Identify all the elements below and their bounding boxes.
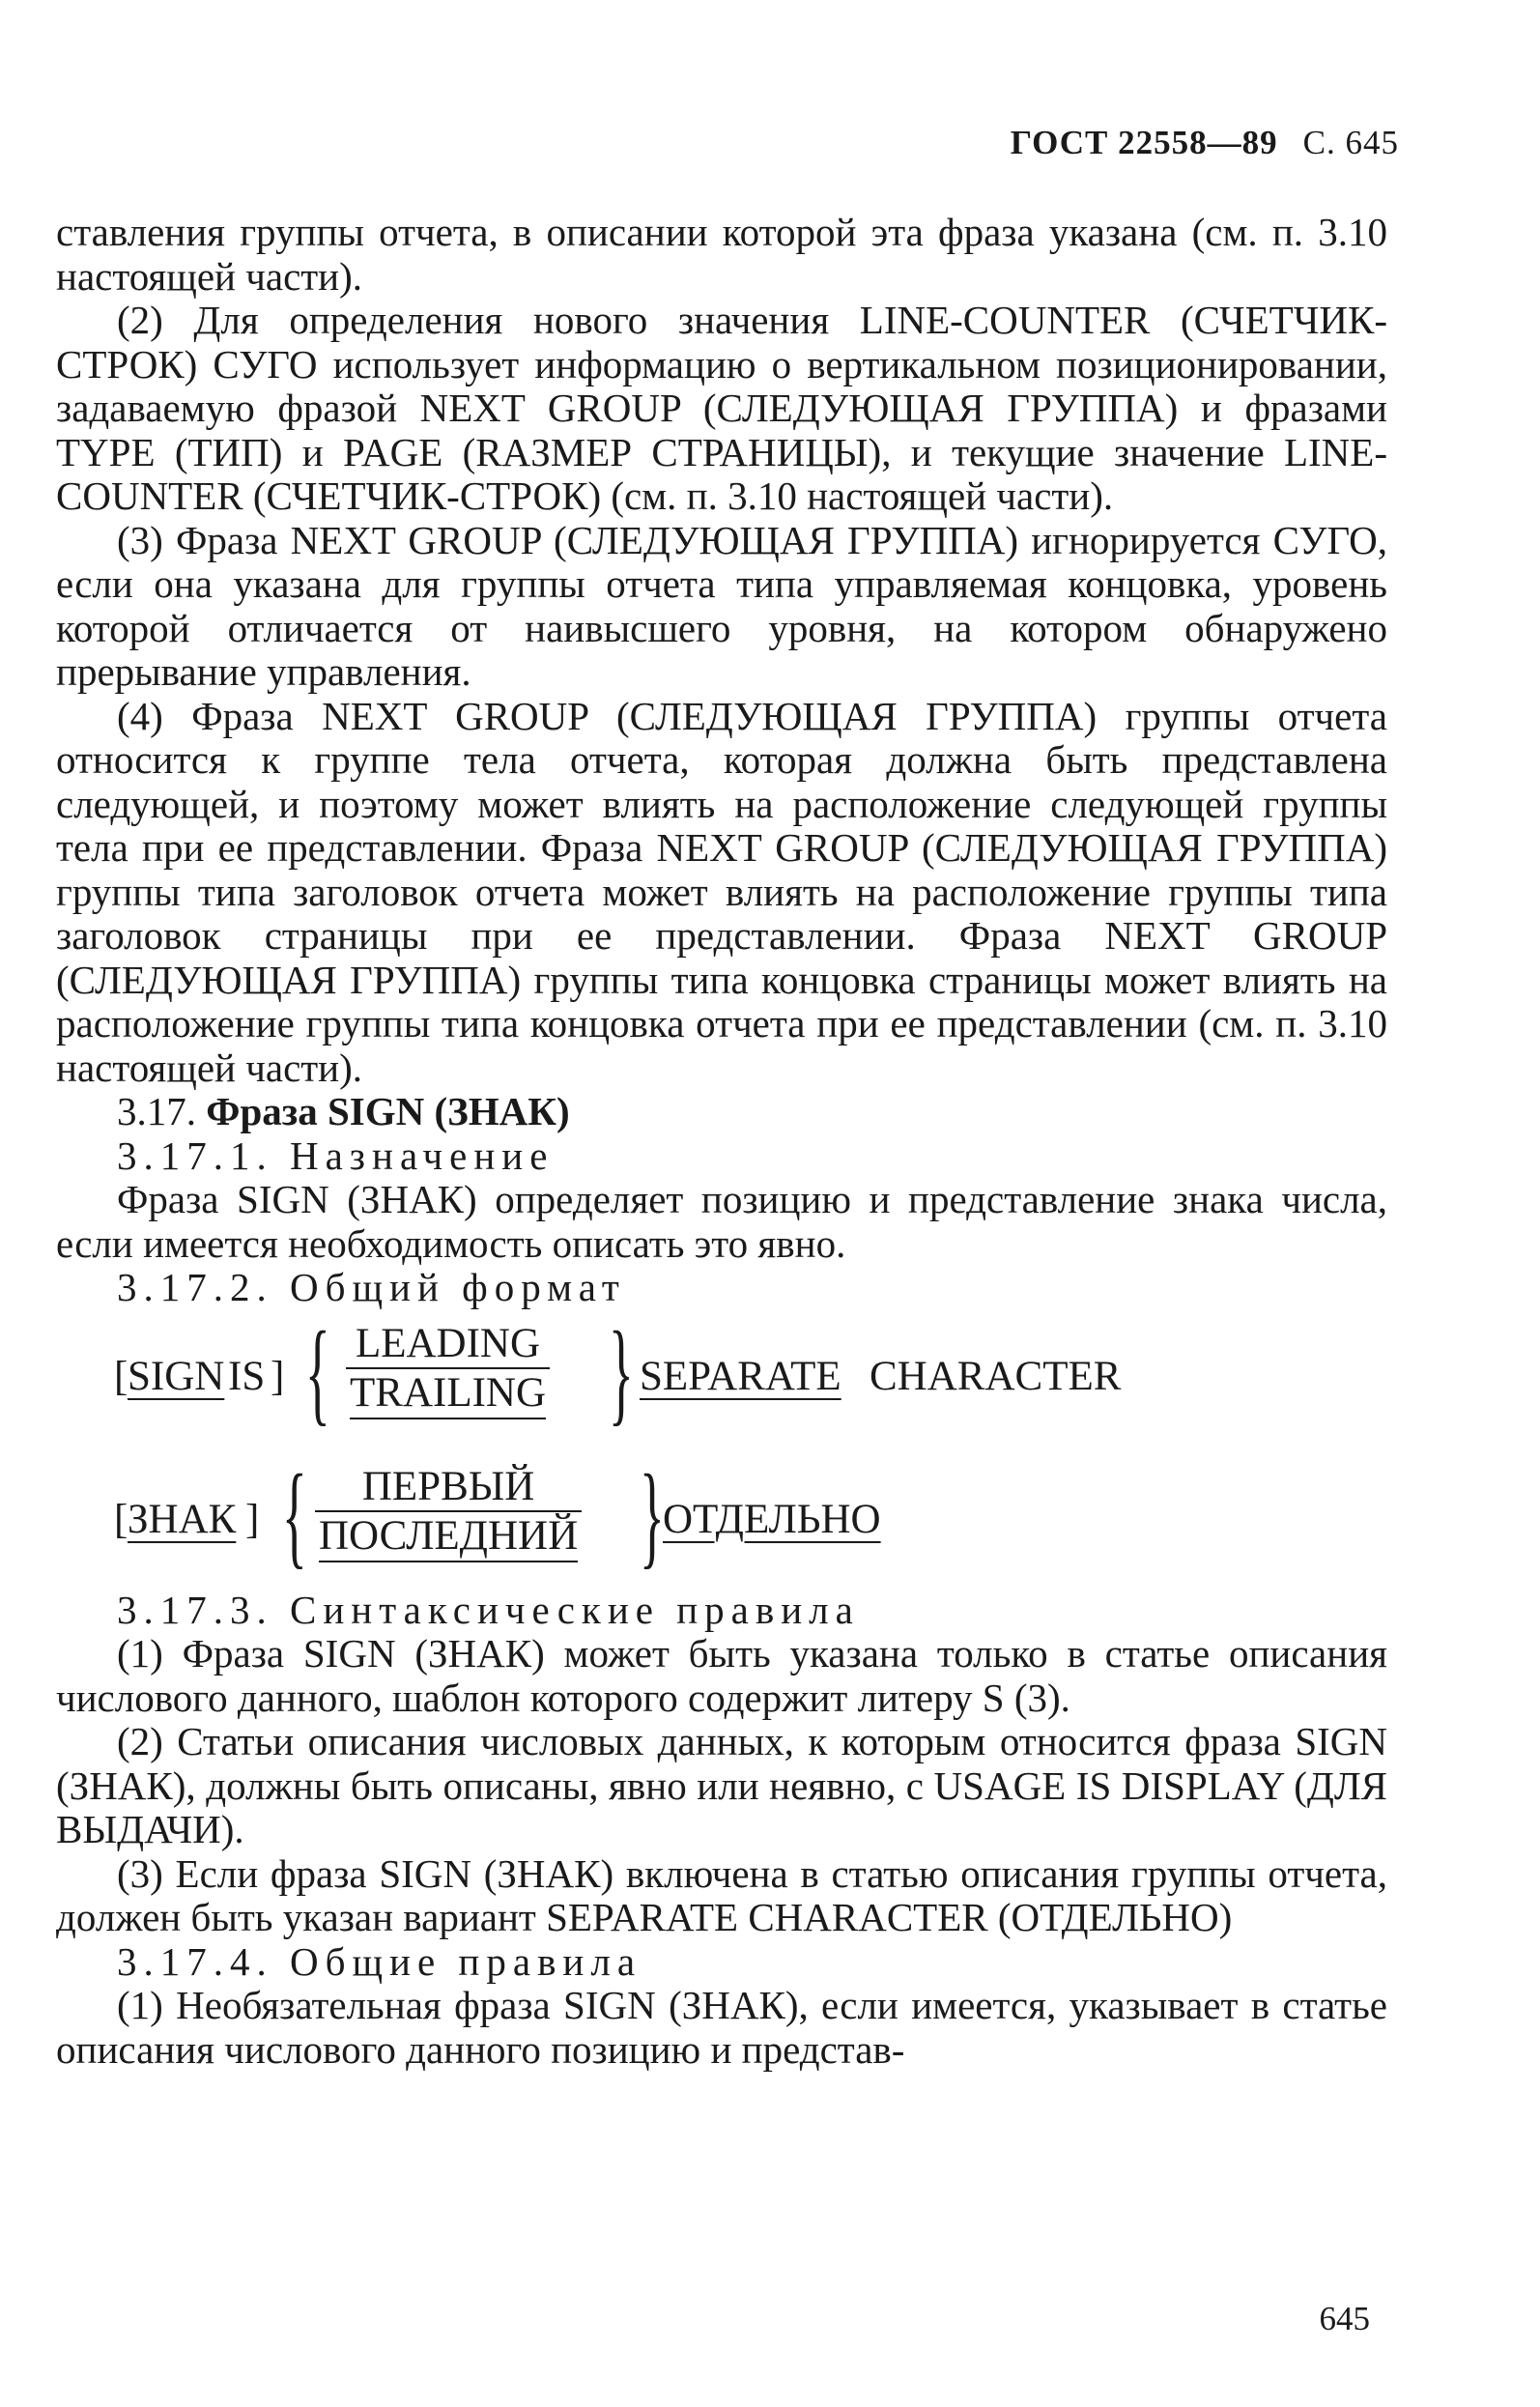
keyword-otdelno: ОТДЕЛЬНО: [663, 1496, 881, 1542]
paragraph-general-1: (1) Необязательная фраза SIGN (ЗНАК), если имеется, указывает в статье описания числового данного позицию и представ-: [56, 1983, 1387, 2072]
subsection-heading-3-17-3: 3.17.3. Синтаксические правила: [117, 1587, 860, 1632]
right-brace-icon: }: [608, 1306, 634, 1436]
general-format-en: [56, 1306, 1387, 1436]
section-title: Фраза SIGN (ЗНАК): [206, 1089, 570, 1133]
standard-designation: ГОСТ 22558—89: [1010, 124, 1278, 161]
left-brace-ru-icon: {: [281, 1449, 307, 1579]
paragraph-purpose: Фраза SIGN (ЗНАК) определяет позицию и представление знака числа, если имеется необходимость описать это явно.: [56, 1177, 1387, 1266]
keyword-is: IS: [228, 1353, 266, 1399]
bracket-open-ru: [: [114, 1496, 128, 1542]
paragraph-rule-3: (3) Фраза NEXT GROUP (СЛЕДУЮЩАЯ ГРУППА) игнорируется СУГО, если она указана для группы отчета типа управляемая концовка, уровень которой отличается от наивысшего уровня, на котором обнаружено прерывание управления.: [56, 517, 1387, 694]
bracket-open: [: [114, 1353, 128, 1399]
option-stack-ru: [315, 1465, 582, 1559]
page-reference: С. 645: [1302, 124, 1399, 161]
document-body: [56, 211, 1387, 2072]
keyword-character: CHARACTER: [870, 1353, 1122, 1399]
paragraph-syntax-2: (2) Статьи описания числовых данных, к которым относится фраза SIGN (ЗНАК), должны быть описаны, явно или неявно, с USAGE IS DISPLAY (ДЛЯ ВЫДАЧИ).: [56, 1719, 1387, 1851]
option-stack-en: [346, 1322, 550, 1416]
keyword-sign: SIGN: [128, 1353, 225, 1399]
section-number: 3.17.: [117, 1089, 196, 1133]
subsection-heading-3-17-1: 3.17.1. Назначение: [117, 1132, 555, 1178]
subsection-heading-3-17-2: 3.17.2. Общий формат: [117, 1265, 626, 1309]
bracket-close-ru: ]: [245, 1496, 260, 1542]
paragraph-syntax-1: (1) Фраза SIGN (ЗНАК) может быть указана только в статье описания числового данного, шаблон которого содержит литеру S (3).: [56, 1631, 1387, 1720]
option-leading: LEADING: [346, 1322, 550, 1370]
left-brace-icon: {: [304, 1306, 330, 1436]
paragraph-rule-4: (4) Фраза NEXT GROUP (СЛЕДУЮЩАЯ ГРУППА) группы отчета относится к группе тела отчета, которая должна быть представлена следующей, и поэтому может влиять на расположение следующей группы тела при ее представлении. Фраза NEXT GROUP (СЛЕДУЮЩАЯ ГРУППА) группы типа заголовок отчета может влиять на расположение группы типа заголовок страницы при ее представлении. Фраза NEXT GROUP (СЛЕДУЮЩАЯ ГРУППА) группы типа концовка страницы может влиять на расположение группы типа концовка отчета при ее представлении (см. п. 3.10 настоящей части).: [56, 693, 1387, 1090]
paragraph-continuation: ставления группы отчета, в описании которой эта фраза указана (см. п. 3.10 настоящей части).: [56, 210, 1387, 299]
bracket-close: ]: [271, 1353, 285, 1399]
option-perviy: ПЕРВЫЙ: [315, 1465, 582, 1513]
page-number: 645: [1319, 2300, 1370, 2337]
page-header: [1011, 124, 1399, 162]
option-posledniy: ПОСЛЕДНИЙ: [319, 1513, 578, 1562]
general-format-ru: [56, 1449, 1387, 1579]
keyword-znak: ЗНАК: [128, 1496, 237, 1542]
section-heading-3-17: [56, 1090, 1387, 1134]
option-trailing: TRAILING: [350, 1370, 546, 1419]
keyword-separate: SEPARATE: [640, 1353, 841, 1399]
subsection-heading-3-17-4: 3.17.4. Общие правила: [117, 1938, 642, 1984]
paragraph-syntax-3: (3) Если фраза SIGN (ЗНАК) включена в статью описания группы отчета, должен быть указан вариант SEPARATE CHARACTER (ОТДЕЛЬНО): [56, 1850, 1387, 1939]
right-brace-ru-icon: }: [639, 1449, 665, 1579]
paragraph-rule-2: (2) Для определения нового значения LINE-COUNTER (СЧЕТЧИК-СТРОК) СУГО использует информацию о вертикальном позиционировании, задаваемую фразой NEXT GROUP (СЛЕДУЮЩАЯ ГРУППА) и фразами TYPE (ТИП) и PAGE (RAЗМЕР СТРАНИЦЫ), и текущие значение LINE-COUNTER (СЧЕТЧИК-СТРОК) (см. п. 3.10 настоящей части).: [56, 298, 1387, 518]
